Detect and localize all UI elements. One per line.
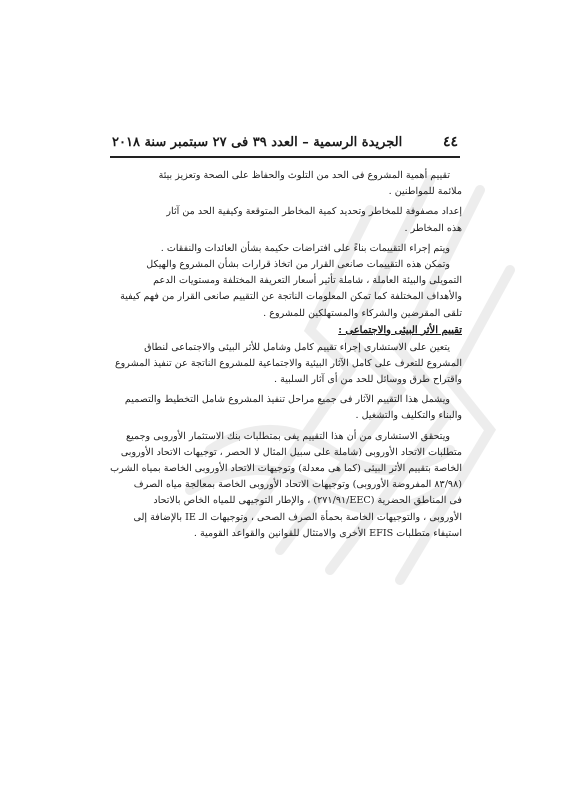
paragraph — [108, 168, 462, 200]
page-number: ٤٤ — [442, 134, 458, 150]
text-line: استيفاء متطلبات EFIS الأخرى والامتثال للقوانين والقواعد القومية . — [193, 527, 462, 539]
text-line: متطلبات الاتحاد الأوروبى (شاملة على سبيل المثال لا الحصر ، توجيهات الاتحاد الأوروبى — [120, 446, 462, 458]
text-line: هذه المخاطر . — [404, 222, 462, 234]
text-line: ويتم إجراء التقييمات بناءً على افتراضات حكيمة بشأن العائدات والنفقات . — [160, 242, 450, 254]
text-line: فى المناطق الحضرية (EEC/٢٧١/٩١) ، والإطار التوجيهى للمياه الخاص بالاتحاد — [153, 495, 462, 507]
text-line: ملائمة للمواطنين . — [388, 186, 462, 198]
text-line: ويتحقق الاستشارى من أن هذا التقييم يفى بمتطلبات بنك الاستثمار الأوروبى وجميع — [126, 430, 450, 442]
page-header — [112, 134, 458, 154]
text-line: الأوروبى ، والتوجيهات الخاصة بحمأة الصرف الصحى ، وتوجيهات الـ IE بالإضافة إلى — [133, 511, 462, 523]
text-line: تلقى المقرضين والشركاء والمستهلكين للمشروع . — [263, 307, 462, 319]
paragraph — [108, 257, 462, 322]
text-line: وتمكن هذه التقييمات صانعى القرار من اتخاذ قرارات بشأن المشروع والهيكل — [146, 258, 450, 270]
paragraph — [108, 204, 462, 236]
paragraph — [108, 429, 462, 542]
header-divider — [110, 156, 460, 158]
text-line: والبناء والتكليف والتشغيل . — [355, 410, 462, 422]
paragraph — [108, 392, 462, 424]
text-line: التمويلى والبيئة العاملة ، شاملة تأثير أسعار التعريفة المختلفة ومستويات الدعم — [153, 275, 462, 287]
text-line: والأهداف المختلفة كما تمكن المعلومات الناتجة عن التقييم صانعى القرار من فهم كيفية — [120, 291, 462, 303]
gazette-title: الجريدة الرسمية – العدد ٣٩ فى ٢٧ سبتمبر سنة ٢٠١٨ — [112, 135, 403, 150]
document-body — [108, 168, 462, 542]
text-line: المشروع للتعرف على كامل الآثار البيئية والاجتماعية للمشروع الناتجة عن تنفيذ المشروع — [114, 357, 462, 369]
text-line: (٨٣/٩٨ المفروضة الأوروبى) وتوجيهات الاتحاد الأوروبى الخاصة بمعالجة مياه الصرف — [133, 479, 462, 491]
text-line: الخاصة بتقييم الأثر البيئى (كما هى معدلة) وتوجيهات الاتحاد الأوروبى الخاصة بمياه الشرب — [110, 463, 462, 474]
section-heading: تقييم الأثر البيئى والاجتماعى : — [338, 324, 462, 336]
paragraph — [108, 340, 462, 389]
text-line: يتعين على الاستشارى إجراء تقييم كامل وشامل للأثر البيئى والاجتماعى لنطاق — [144, 341, 450, 353]
text-line: ويشمل هذا التقييم الآثار فى جميع مراحل تنفيذ المشروع شامل التخطيط والتصميم — [124, 394, 450, 406]
paragraph — [108, 241, 462, 257]
text-line: تقييم أهمية المشروع فى الحد من التلوث والحفاظ على الصحة وتعزيز بيئة — [158, 170, 450, 181]
text-line: واقتراح طرق ووسائل للحد من أى آثار السلبية . — [273, 374, 462, 386]
text-line: إعداد مصفوفة للمخاطر وتحديد كمية المخاطر المتوقعة وكيفية الحد من آثار — [166, 206, 462, 218]
